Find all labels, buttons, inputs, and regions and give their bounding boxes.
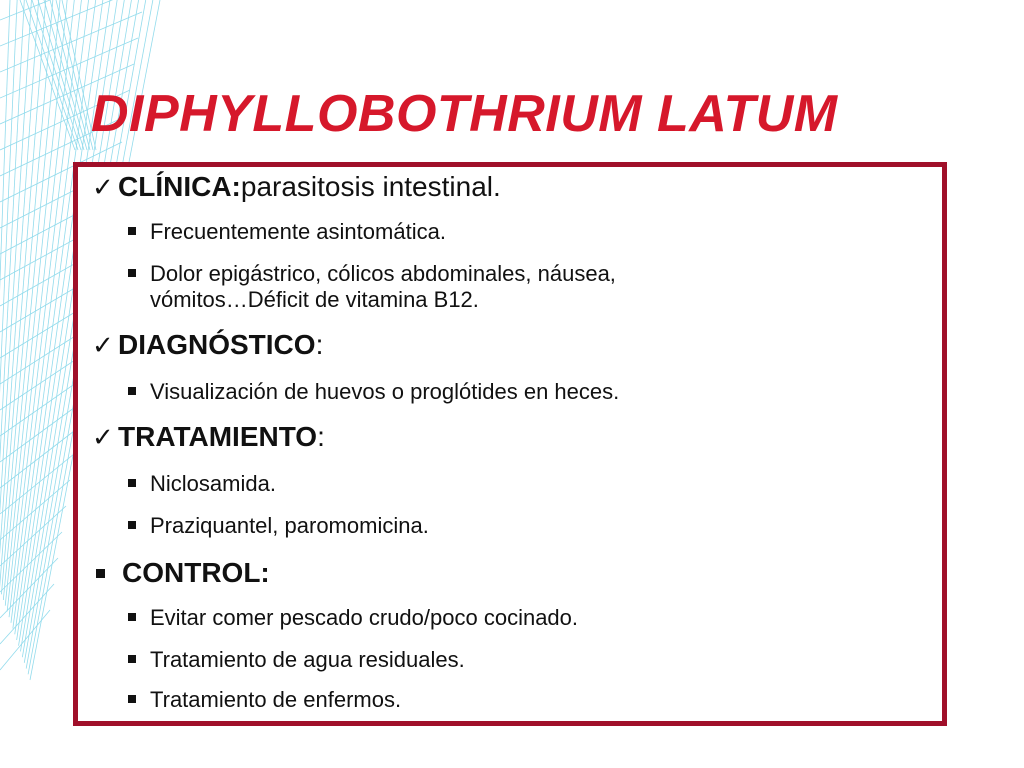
section-diagnostico bbox=[92, 329, 323, 361]
square-bullet-icon bbox=[128, 471, 150, 497]
square-bullet-icon bbox=[92, 569, 122, 578]
list-item: Niclosamida. bbox=[128, 471, 276, 497]
content-box bbox=[73, 162, 947, 726]
section-heading: DIAGNÓSTICO bbox=[118, 329, 316, 360]
section-heading-rest: : bbox=[315, 329, 324, 360]
section-heading: CLÍNICA: bbox=[118, 171, 241, 202]
list-item: Dolor epigástrico, cólicos abdominales, náusea, bbox=[128, 261, 616, 287]
list-item: Frecuentemente asintomática. bbox=[128, 219, 446, 245]
slide-title: DIPHYLLOBOTHRIUM LATUM bbox=[91, 85, 838, 143]
section-heading: TRATAMIENTO bbox=[118, 421, 318, 452]
section-heading: CONTROL: bbox=[122, 557, 270, 588]
square-bullet-icon bbox=[128, 605, 150, 631]
list-item: Praziquantel, paromomicina. bbox=[128, 513, 429, 539]
section-heading-rest: parasitosis intestinal. bbox=[240, 171, 501, 202]
square-bullet-icon bbox=[128, 379, 150, 405]
list-item: Visualización de huevos o proglótides en heces. bbox=[128, 379, 619, 405]
checkmark-icon: ✓ bbox=[92, 171, 114, 202]
section-tratamiento bbox=[92, 421, 325, 453]
square-bullet-icon bbox=[128, 219, 150, 245]
section-heading-rest: : bbox=[317, 421, 325, 452]
list-item: Evitar comer pescado crudo/poco cocinado. bbox=[128, 605, 578, 631]
list-item: Tratamiento de agua residuales. bbox=[128, 647, 465, 673]
square-bullet-icon bbox=[128, 513, 150, 539]
list-item: Tratamiento de enfermos. bbox=[128, 687, 401, 713]
checkmark-icon: ✓ bbox=[92, 329, 114, 360]
list-item-continuation: vómitos…Déficit de vitamina B12. bbox=[150, 287, 479, 312]
section-control bbox=[92, 557, 270, 589]
square-bullet-icon bbox=[128, 647, 150, 673]
checkmark-icon: ✓ bbox=[92, 421, 114, 452]
square-bullet-icon bbox=[128, 687, 150, 713]
square-bullet-icon bbox=[128, 261, 150, 287]
section-clinica bbox=[92, 171, 501, 203]
